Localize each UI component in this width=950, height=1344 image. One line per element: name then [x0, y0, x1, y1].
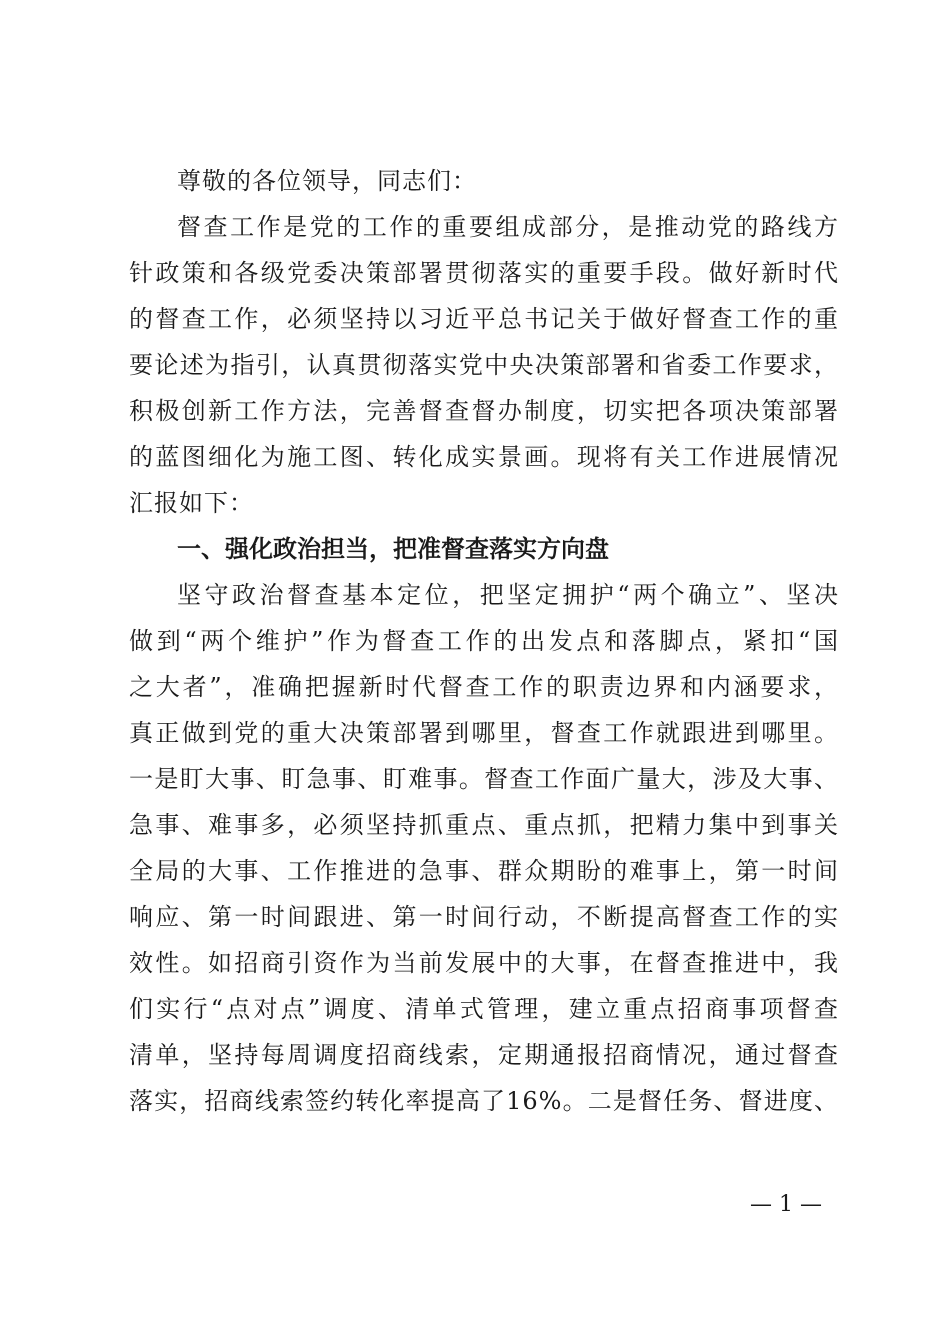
paragraph-line: 督查工作是党的工作的重要组成部分，是推动党的路线方: [177, 213, 839, 241]
document-body: [129, 158, 839, 1124]
salutation: 尊敬的各位领导，同志们：: [177, 167, 477, 195]
paragraph-line: 们实行“点对点”调度、清单式管理，建立重点招商事项督查: [129, 995, 839, 1023]
paragraph-line: 要论述为指引，认真贯彻落实党中央决策部署和省委工作要求，: [129, 351, 839, 379]
paragraph-2: [129, 572, 839, 1124]
paragraph-line: 效性。如招商引资作为当前发展中的大事，在督查推进中，我: [129, 949, 839, 977]
paragraph-line: 做到“两个维护”作为督查工作的出发点和落脚点，紧扣“国: [129, 627, 839, 655]
paragraph-line: 清单，坚持每周调度招商线索，定期通报招商情况，通过督查: [129, 1041, 839, 1069]
paragraph-1: [129, 204, 839, 526]
paragraph-line: 的督查工作，必须坚持以习近平总书记关于做好督查工作的重: [129, 305, 839, 333]
paragraph-line: 全局的大事、工作推进的急事、群众期盼的难事上，第一时间: [129, 857, 839, 885]
paragraph-line: 急事、难事多，必须坚持抓重点、重点抓，把精力集中到事关: [129, 811, 839, 839]
paragraph-line: 真正做到党的重大决策部署到哪里，督查工作就跟进到哪里。: [129, 719, 839, 747]
paragraph-line: 坚守政治督查基本定位，把坚定拥护“两个确立”、坚决: [177, 581, 839, 609]
section-heading: 一、强化政治担当，把准督查落实方向盘: [177, 535, 609, 563]
paragraph-line: 针政策和各级党委决策部署贯彻落实的重要手段。做好新时代: [129, 259, 839, 287]
paragraph-line: 响应、第一时间跟进、第一时间行动，不断提高督查工作的实: [129, 903, 839, 931]
paragraph-line: 积极创新工作方法，完善督查督办制度，切实把各项决策部署: [129, 397, 839, 425]
paragraph-line: 一是盯大事、盯急事、盯难事。督查工作面广量大，涉及大事、: [129, 765, 839, 793]
page-number: — 1 —: [750, 1192, 822, 1217]
paragraph-line: 落实，招商线索签约转化率提高了16%。二是督任务、督进度、: [129, 1087, 839, 1115]
paragraph-line: 汇报如下：: [129, 489, 254, 517]
paragraph-line: 的蓝图细化为施工图、转化成实景画。现将有关工作进展情况: [129, 443, 839, 471]
paragraph-line: 之大者”，准确把握新时代督查工作的职责边界和内涵要求，: [129, 673, 839, 701]
